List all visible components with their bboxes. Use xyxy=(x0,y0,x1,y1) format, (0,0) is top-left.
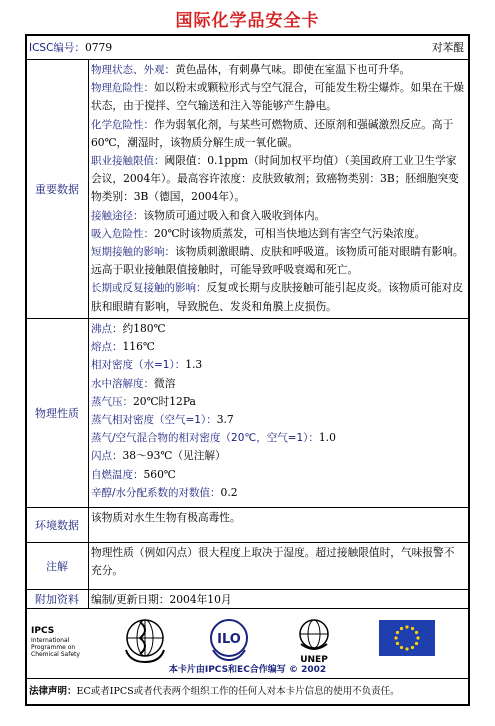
credit-line: 本卡片由IPCS和EC合作编写 © 2002 xyxy=(168,665,327,675)
svg-text:ILO: ILO xyxy=(217,632,241,647)
icsc-number: 0779 xyxy=(84,41,113,54)
entry-inhalation-risk: 吸入危险性：20℃时该物质蒸发，可相当快地达到有害空气污染浓度。 xyxy=(91,226,426,240)
prop-solubility: 水中溶解度：微溶 xyxy=(91,376,176,390)
divider xyxy=(27,678,468,679)
ilo-emblem-icon xyxy=(205,616,253,664)
entry-physical-state: 物理状态、外观：黄色晶体，有刺鼻气味。即使在室温下也可升华。 xyxy=(91,63,411,76)
disclaimer-text: EC或者IPCS或者代表两个组织工作的任何人对本卡片信息的使用不负责任。 xyxy=(76,686,400,697)
prop-flash-point: 闪点：38～93℃（见注解） xyxy=(91,449,226,463)
entry-long-term-effects: 长期或反复接触的影响：反复或长期与皮肤接触可能引起皮炎。该物质可能对皮肤和眼睛有影响，导致脱色、发炎和角膜上皮损伤。 xyxy=(91,281,464,313)
section-label-environment: 环境数据 xyxy=(35,519,79,532)
prop-mixture-density: 蒸气/空气混合物的相对密度（20℃，空气=1）：1.0 xyxy=(91,431,336,445)
physical-properties-section xyxy=(89,319,468,502)
eu-star xyxy=(405,647,408,650)
svg-text:UNEP: UNEP xyxy=(300,655,328,664)
section-label-notes: 注解 xyxy=(46,560,68,573)
card-title: 国际化学品安全卡 xyxy=(175,11,320,31)
prop-autoignition: 自燃温度：560℃ xyxy=(91,467,176,481)
eu-star xyxy=(416,636,419,639)
entry-chemical-hazard: 化学危险性：作为弱氧化剂，与某些可燃物质、还原剂和强碱激烈反应。高于60℃，潮湿时，该物质分解生成一氧化碳。 xyxy=(91,117,454,149)
entry-physical-hazard: 物理危险性：如以粉末或颗粒形式与空气混合，可能发生粉尘爆炸。如果在干燥状态，由于搅拌、空气输送和注入等能够产生静电。 xyxy=(91,81,464,113)
icsc-label: ICSC编号： xyxy=(29,42,85,54)
disclaimer-label: 法律声明： xyxy=(29,686,77,697)
prop-melting-point: 熔点：116℃ xyxy=(91,340,155,354)
eu-star xyxy=(394,636,397,639)
eu-star xyxy=(411,627,414,630)
eu-star xyxy=(396,631,399,634)
eu-star xyxy=(405,625,408,628)
icsc-number-field xyxy=(29,40,112,55)
section-label-additional: 附加资料 xyxy=(35,593,79,606)
eu-star xyxy=(400,646,403,649)
who-emblem-icon xyxy=(120,616,170,664)
key-data-section xyxy=(89,60,468,316)
ipcs-logo: IPCS International Programme on Chemical Safety xyxy=(31,626,80,658)
eu-star xyxy=(415,642,418,645)
section-label-physical: 物理性质 xyxy=(35,407,79,420)
prop-relative-density: 相对密度（水=1）：1.3 xyxy=(91,358,203,372)
notes-text: 物理性质（例如闪点）很大程度上取决于湿度。超过接触限值时，气味报警不充分。 xyxy=(91,546,455,578)
eu-star xyxy=(396,642,399,645)
prop-log-pow: 辛醇/水分配系数的对数值：0.2 xyxy=(91,485,238,499)
unep-emblem-icon xyxy=(291,616,337,664)
entry-exposure-limits: 职业接触限值：阈限值：0.1ppm（时间加权平均值）（美国政府工业卫生学家会议，2004年）。最高容许浓度：皮肤致敏剂；致癌物类别：3B；胚细胞突变物类别：3B（德国，2004年）。 xyxy=(91,154,459,204)
chemical-name: 对苯醌 xyxy=(431,41,464,54)
eu-star xyxy=(400,627,403,630)
safety-card xyxy=(25,34,470,706)
prop-vapour-density: 蒸气相对密度（空气=1）：3.7 xyxy=(91,413,234,427)
eu-star xyxy=(411,646,414,649)
eu-star xyxy=(415,631,418,634)
legal-disclaimer xyxy=(29,684,466,700)
section-label-key-data: 重要数据 xyxy=(35,183,79,196)
eu-flag-icon xyxy=(379,620,435,656)
entry-short-term-effects: 短期接触的影响：该物质刺激眼睛、皮肤和呼吸道。该物质可能对眼睛有影响。远高于职业接触限值接触时，可能导致呼吸衰竭和死亡。 xyxy=(91,245,464,277)
entry-exposure-routes: 接触途径：该物质可通过吸入和食入吸收到体内。 xyxy=(91,208,326,222)
environment-text: 该物质对水生生物有极高毒性。 xyxy=(91,511,241,524)
prop-vapour-pressure: 蒸气压：20℃时12Pa xyxy=(91,394,196,408)
prop-boiling-point: 沸点：约180℃ xyxy=(91,322,166,335)
additional-text: 编制/更新日期：2004年10月 xyxy=(91,593,232,606)
